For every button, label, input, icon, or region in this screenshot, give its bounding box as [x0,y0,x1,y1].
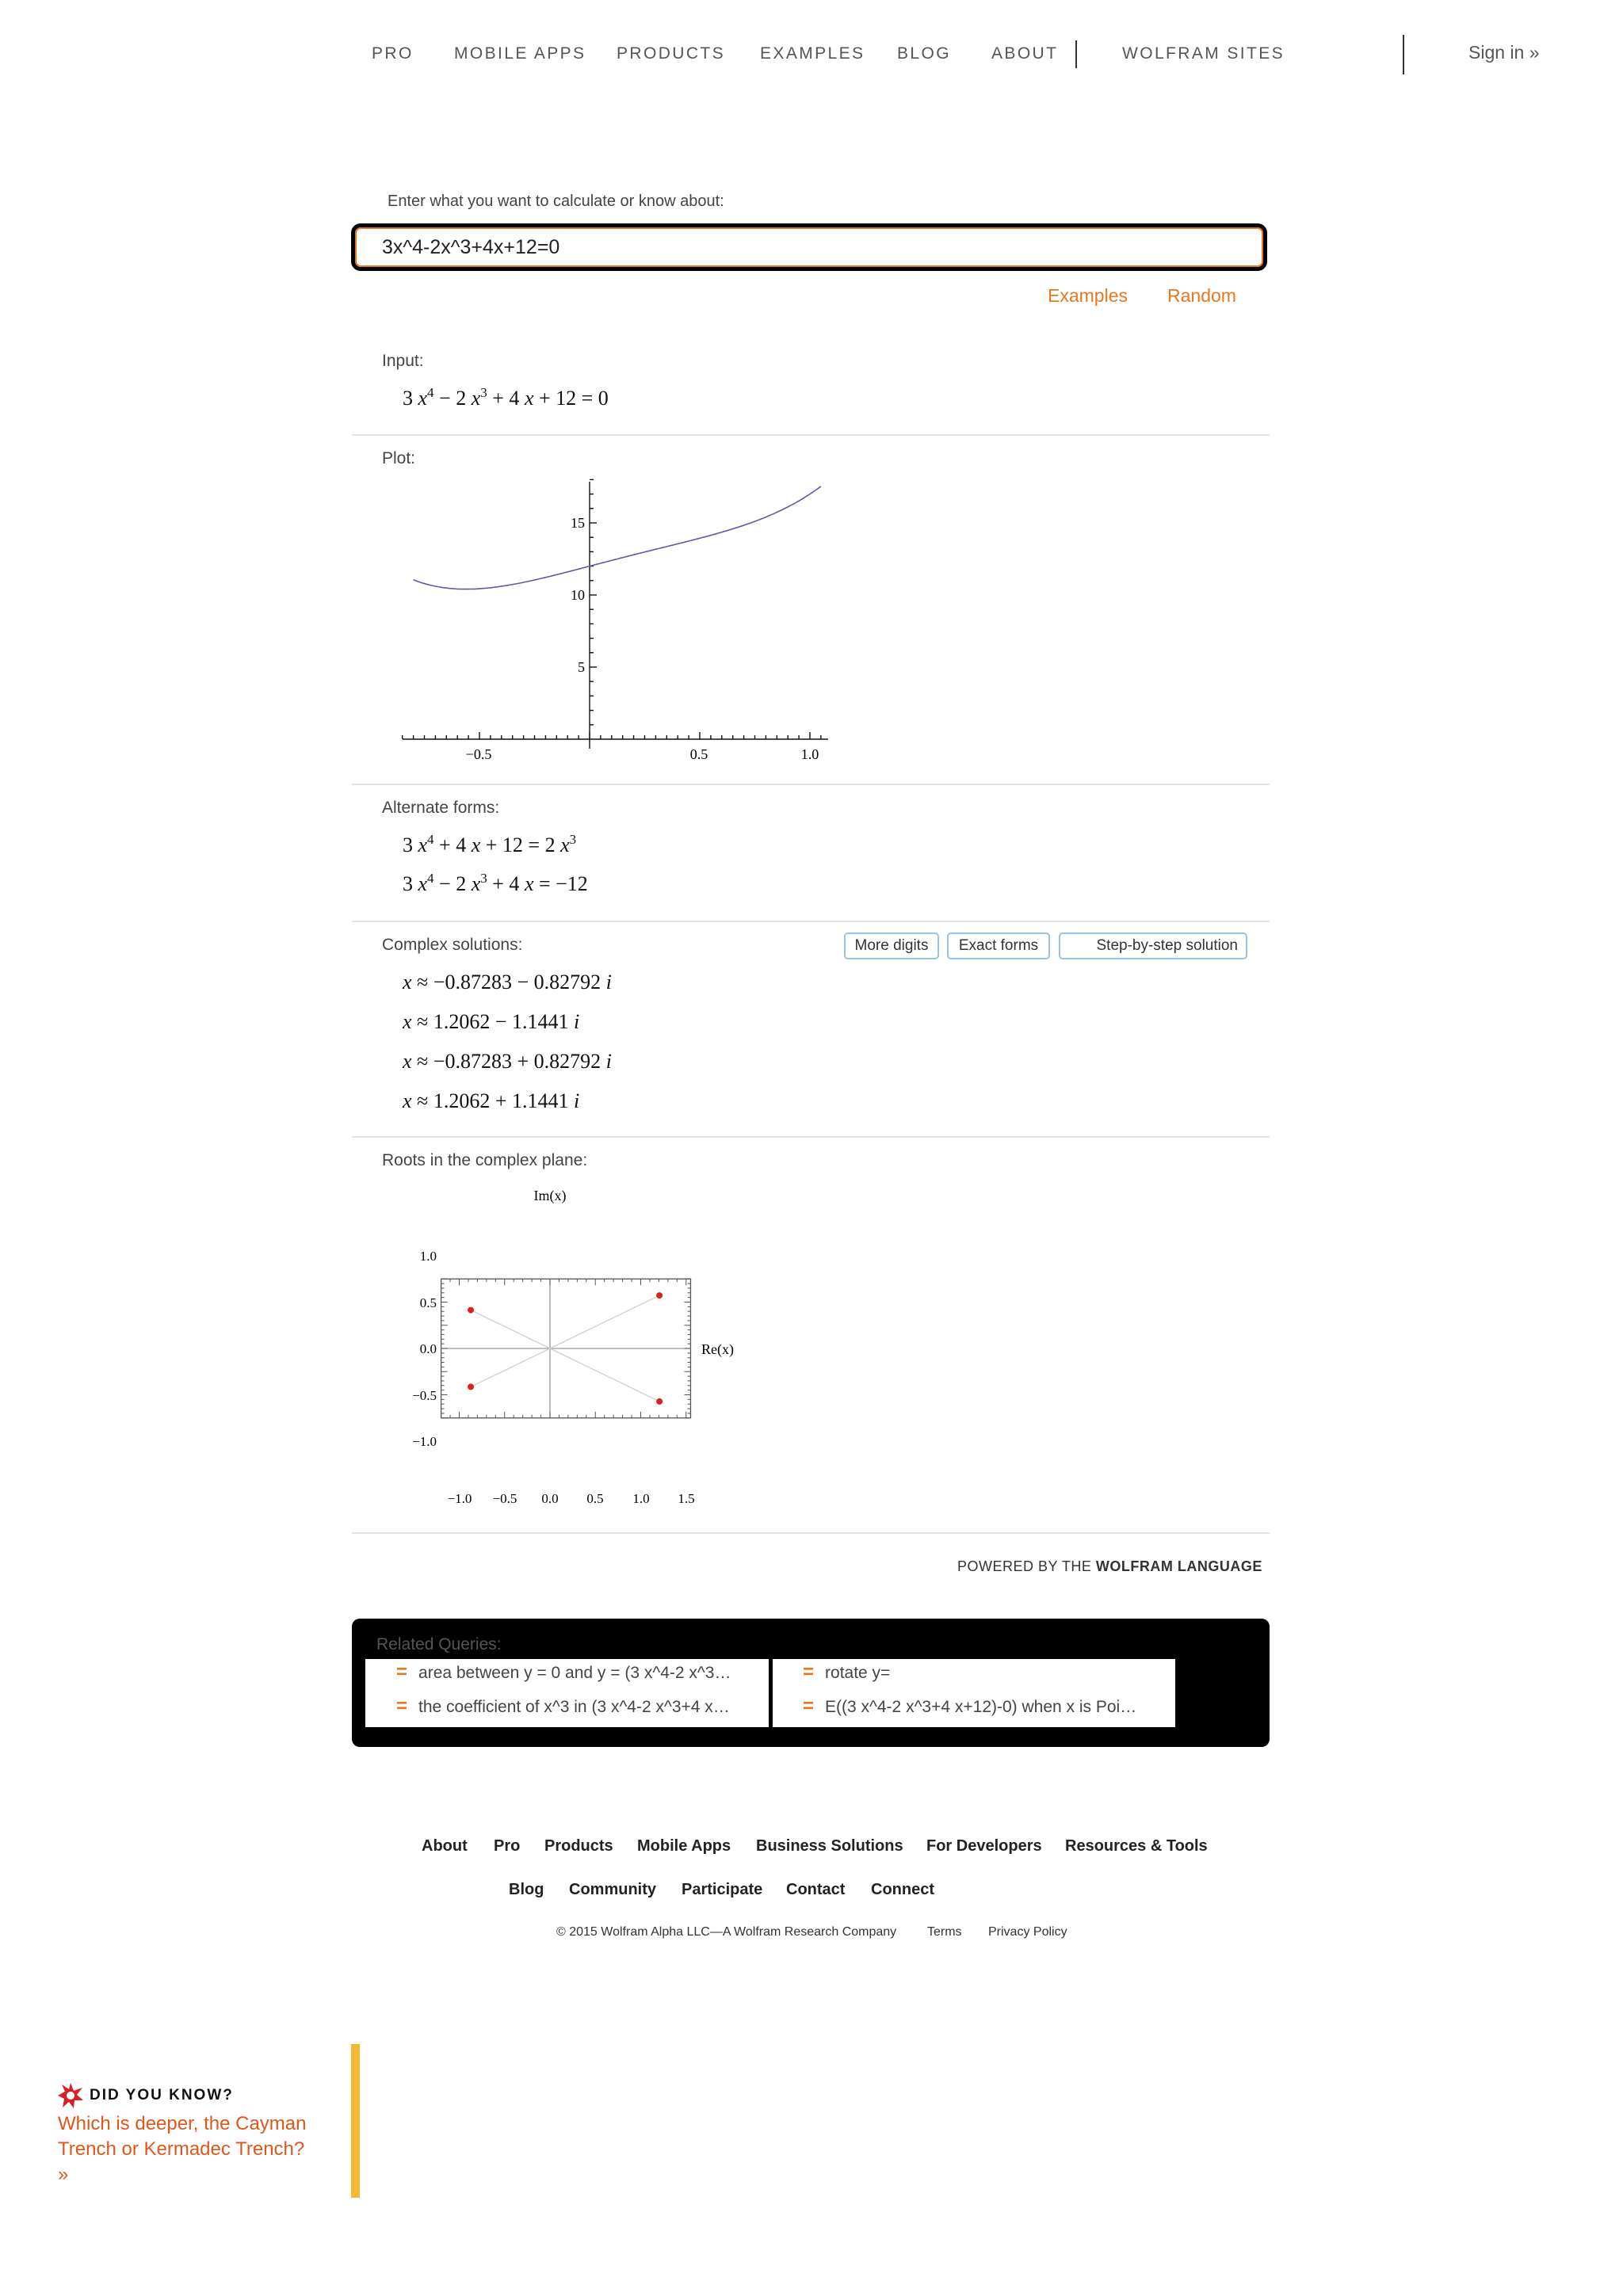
y-tick-label: 0.0 [419,1341,437,1356]
equals-icon: = [803,1695,815,1717]
nav-mobile-apps[interactable]: MOBILE APPS [454,44,586,63]
pod-separator [352,1136,1270,1138]
search-input[interactable] [355,227,1263,267]
y-tick-label: 1.0 [419,1249,437,1264]
input-equation: 3 $x^4 - 2$ $x^3 + 4$ x + 12 = 0 [403,385,609,410]
related-query[interactable]: = the coefficient of x^3 in (3 x^4-2 x^3+4 x… [396,1695,730,1717]
root-point [468,1383,474,1390]
roots-plot-title: Roots in the complex plane: [382,1151,588,1169]
root-connector [471,1310,550,1348]
x-tick-label: −0.5 [492,1491,517,1506]
related-query[interactable]: = area between y = 0 and y = (3 x^4-2 x^3… [396,1661,731,1683]
footer-about[interactable]: About [422,1837,468,1855]
complex-solution-3: x ≈ −0.87283 + 0.82792 i [403,1050,612,1073]
alternate-forms-title: Alternate forms: [382,799,500,817]
equals-icon: = [396,1661,408,1683]
plot-axes [403,479,828,749]
did-you-know-title: DID YOU KNOW? [90,2087,234,2103]
footer-resources-tools[interactable]: Resources & Tools [1065,1837,1208,1855]
nav-examples[interactable]: EXAMPLES [760,44,865,63]
pod-separator [352,434,1270,436]
footer-pro[interactable]: Pro [494,1837,521,1855]
equals-icon: = [803,1661,815,1683]
sign-in-link[interactable]: Sign in » [1468,42,1540,63]
alternate-form-1: 3 $x^4 + 4$ x + 12 = 2 $x^3$ [403,832,577,856]
footer-mobile-apps[interactable]: Mobile Apps [637,1837,731,1855]
nav-about[interactable]: ABOUT [991,44,1059,63]
privacy-policy-link[interactable]: Privacy Policy [988,1925,1067,1939]
root-connector [550,1295,659,1348]
step-by-step-button[interactable]: Step-by-step solution [1059,933,1247,959]
x-tick-label: −0.5 [465,746,492,762]
search-box [351,223,1267,271]
nav-wolfram-sites[interactable]: WOLFRAM SITES [1122,44,1285,63]
x-tick-label: 1.5 [678,1491,695,1506]
nav-blog[interactable]: BLOG [897,44,951,63]
im-axis-label: Im(x) [533,1188,567,1203]
root-point [468,1307,474,1314]
input-pod-title: Input: [382,352,424,370]
function-plot [396,475,840,769]
exact-forms-button[interactable]: Exact forms [947,933,1050,959]
roots-plot [396,1180,761,1513]
footer-for-developers[interactable]: For Developers [926,1837,1042,1855]
did-you-know-accent-bar [351,2044,360,2198]
nav-products[interactable]: PRODUCTS [617,44,726,63]
nav-divider [1075,40,1077,68]
complex-solution-2: x ≈ 1.2062 − 1.1441 i [403,1010,580,1033]
y-tick-label: 15 [571,515,585,531]
related-query[interactable]: = rotate y= [803,1661,891,1683]
footer-business-solutions[interactable]: Business Solutions [756,1837,903,1855]
related-query[interactable]: = E((3 x^4-2 x^3+4 x+12)-0) when x is Poi… [803,1695,1137,1717]
copyright: © 2015 Wolfram Alpha LLC—A Wolfram Research Company [556,1925,897,1939]
alternate-form-2: 3 $x^4 - 2$ $x^3 + 4$ x = −12 [403,871,588,895]
root-point [656,1398,663,1405]
did-you-know-link[interactable]: Which is deeper, the Cayman Trench or Kermadec Trench? » [58,2113,307,2185]
x-tick-label: −1.0 [447,1491,472,1506]
y-tick-label: −1.0 [412,1434,437,1449]
root-connector [471,1348,550,1386]
nav-divider [1403,35,1404,74]
complex-solution-4: x ≈ 1.2062 + 1.1441 i [403,1089,580,1112]
starburst-icon [57,2082,84,2109]
equals-icon: = [396,1695,408,1717]
y-tick-label: 5 [578,659,585,675]
footer-blog[interactable]: Blog [509,1881,544,1898]
related-queries-title: Related Queries: [376,1635,502,1653]
footer-products[interactable]: Products [544,1837,613,1855]
x-tick-label: 0.5 [586,1491,604,1506]
complex-solution-1: x ≈ −0.87283 − 0.82792 i [403,971,612,994]
y-tick-label: −0.5 [412,1388,437,1403]
search-prompt: Enter what you want to calculate or know about: [388,193,724,210]
roots-frame [441,1279,691,1418]
footer-connect[interactable]: Connect [871,1881,934,1898]
more-digits-button[interactable]: More digits [844,933,939,959]
footer-participate[interactable]: Participate [682,1881,763,1898]
re-axis-label: Re(x) [701,1341,734,1357]
pod-separator [352,921,1270,922]
random-link[interactable]: Random [1167,285,1236,306]
examples-link[interactable]: Examples [1048,285,1128,306]
root-point [656,1292,663,1299]
complex-solutions-title: Complex solutions: [382,936,523,954]
pod-separator [352,784,1270,785]
footer-community[interactable]: Community [569,1881,656,1898]
powered-by: POWERED BY THE WOLFRAM LANGUAGE [957,1558,1262,1574]
x-tick-label: 1.0 [800,746,819,762]
footer-contact[interactable]: Contact [786,1881,846,1898]
x-tick-label: 0.5 [689,746,708,762]
terms-link[interactable]: Terms [927,1925,962,1939]
root-connector [550,1348,659,1402]
plot-curve [414,486,821,589]
y-tick-label: 10 [571,587,585,603]
x-tick-label: 0.0 [541,1491,559,1506]
nav-pro[interactable]: PRO [372,44,414,63]
x-tick-label: 1.0 [632,1491,650,1506]
plot-pod-title: Plot: [382,449,416,467]
pod-separator [352,1532,1270,1534]
y-tick-label: 0.5 [419,1295,437,1310]
